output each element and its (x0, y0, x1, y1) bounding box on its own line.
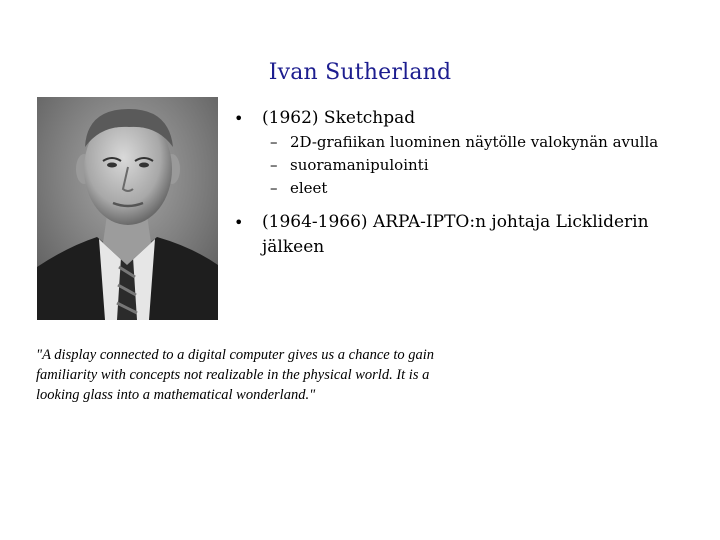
portrait-photo (37, 97, 218, 320)
sub-item (230, 154, 700, 177)
bullet-text: (1964-1966) ARPA-IPTO:n johtaja Lickliderin jälkeen (262, 212, 649, 257)
bullet-item (230, 210, 700, 260)
bullet-text: (1962) Sketchpad (262, 108, 416, 128)
sub-item-dash: – (270, 133, 278, 151)
sub-item-dash: – (270, 156, 278, 174)
sub-item (230, 131, 700, 154)
quote-text: "A display connected to a digital computer gives us a chance to gain familiarity with concepts not realizable in the physical world. It is a looking glass into a mathematical wonderland." (36, 347, 435, 403)
slide-title: Ivan Sutherland (268, 60, 452, 85)
sub-item-dash: – (270, 179, 278, 197)
sub-item (230, 177, 700, 200)
sub-item-text: eleet (290, 179, 328, 197)
bullet-list (230, 106, 700, 260)
sub-item-text: 2D-grafiikan luominen näytölle valokynän avulla (290, 133, 659, 151)
bullet-dot: • (234, 109, 244, 128)
spacer (230, 200, 700, 210)
sub-item-text: suoramanipulointi (290, 156, 429, 174)
bullet-item (230, 106, 700, 131)
bullet-dot: • (234, 213, 244, 232)
